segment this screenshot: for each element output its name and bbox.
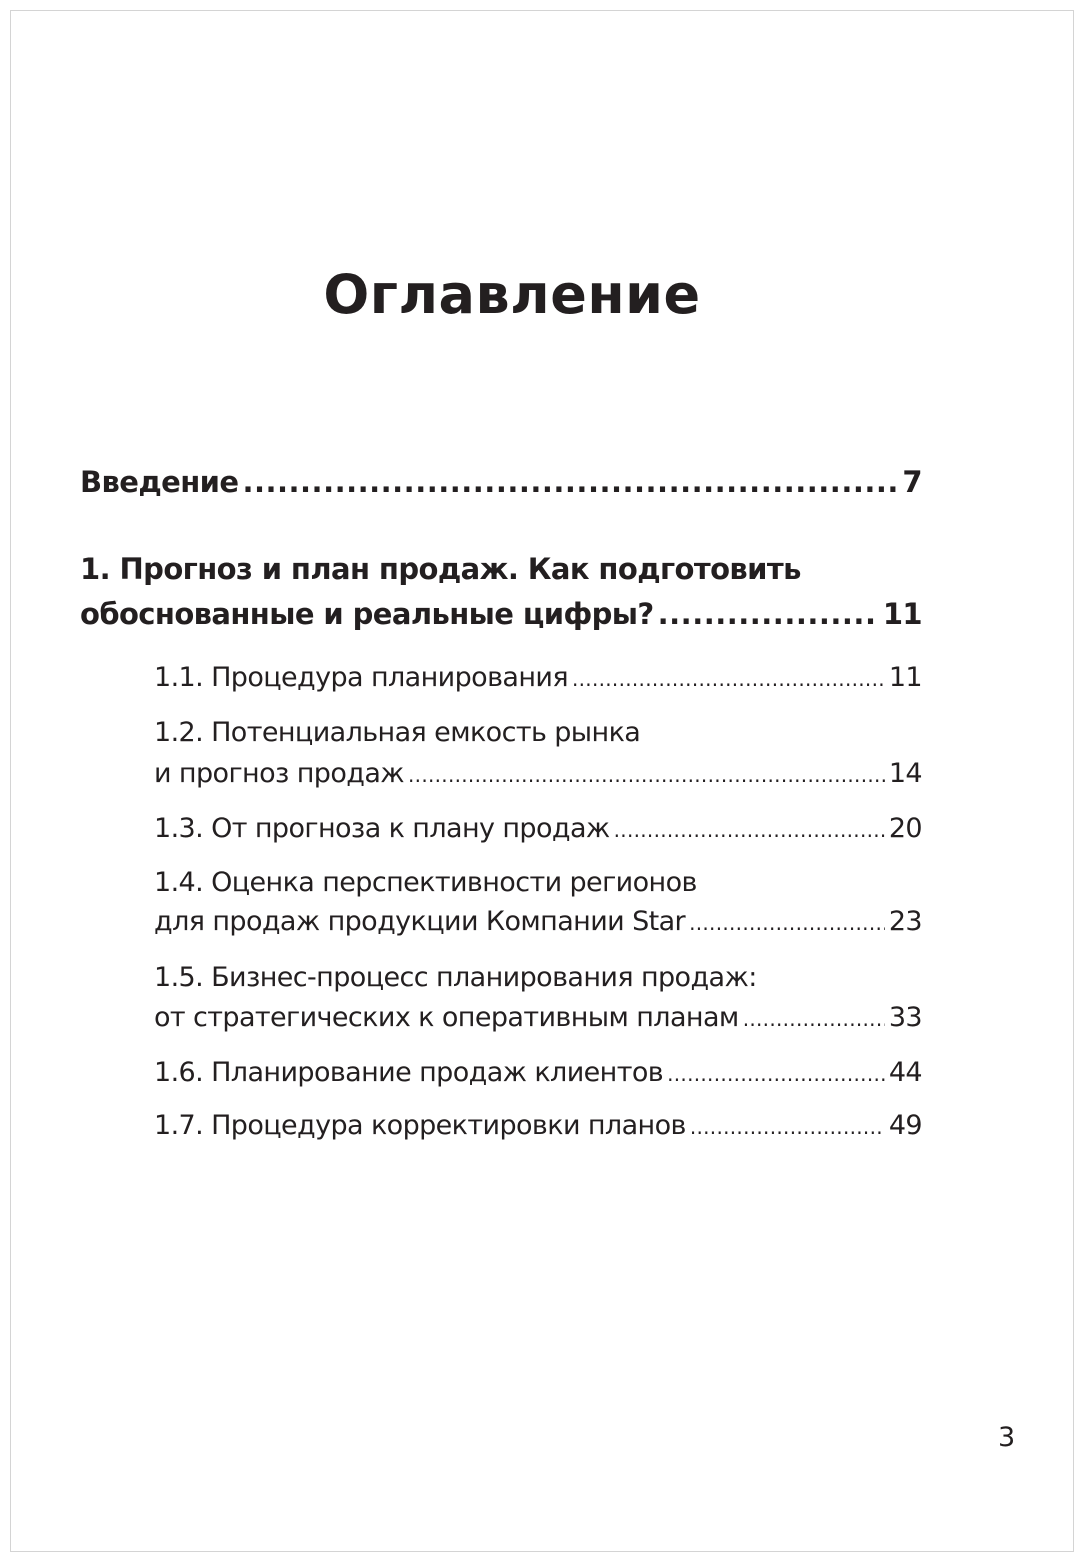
toc-page-number: 20	[888, 813, 922, 844]
dot-leader	[242, 462, 898, 502]
toc-entry-1-2[interactable]	[154, 754, 922, 795]
toc-page-number: 11	[882, 597, 922, 631]
dot-leader	[572, 658, 885, 699]
toc-entry-1-5-line1[interactable]: 1.5. Бизнес-процесс планирования продаж:	[154, 962, 757, 993]
toc-page-number: 11	[888, 662, 922, 693]
toc-entry-1-5[interactable]	[154, 998, 922, 1039]
page-title: Оглавление	[323, 263, 701, 326]
toc-page-number: 7	[902, 465, 922, 499]
dot-leader	[408, 754, 885, 795]
toc-page-number: 33	[888, 1002, 922, 1033]
toc-entry-1-4[interactable]	[154, 902, 922, 943]
toc-entry-intro[interactable]	[80, 462, 922, 502]
toc-chapter-title-line1[interactable]: 1. Прогноз и план продаж. Как подготовить	[80, 552, 801, 586]
toc-page-number: 49	[888, 1110, 922, 1141]
dot-leader	[614, 809, 885, 850]
dot-leader	[690, 1106, 885, 1147]
toc-entry-text: 1.6. Планирование продаж клиентов	[154, 1057, 664, 1088]
toc-entry-text: для продаж продукции Компании Star	[154, 906, 686, 937]
toc-entry-text: Введение	[80, 465, 239, 499]
toc-entry-text: 1.1. Процедура планирования	[154, 662, 568, 693]
dot-leader	[658, 594, 879, 634]
toc-entry-text: обоснованные и реальные цифры?	[80, 597, 654, 631]
toc-entry-1-2-line1[interactable]: 1.2. Потенциальная емкость рынка	[154, 717, 641, 748]
toc-page-number: 23	[888, 906, 922, 937]
toc-entry-chapter1[interactable]	[80, 594, 922, 634]
toc-entry-text: и прогноз продаж	[154, 758, 404, 789]
toc-entry-text: от стратегических к оперативным планам	[154, 1002, 739, 1033]
toc-entry-1-3[interactable]	[154, 809, 922, 850]
toc-entry-1-7[interactable]	[154, 1106, 922, 1147]
toc-entry-1-1[interactable]	[154, 658, 922, 699]
toc-entry-text: 1.7. Процедура корректировки планов	[154, 1110, 686, 1141]
dot-leader	[667, 1053, 885, 1094]
dot-leader	[743, 998, 885, 1039]
toc-page-number: 44	[888, 1057, 922, 1088]
toc-entry-1-6[interactable]	[154, 1053, 922, 1094]
toc-entry-text: 1.3. От прогноза к плану продаж	[154, 813, 610, 844]
dot-leader	[689, 902, 885, 943]
toc-entry-1-4-line1[interactable]: 1.4. Оценка перспективности регионов	[154, 867, 697, 898]
page-number: 3	[998, 1422, 1016, 1453]
toc-page-number: 14	[888, 758, 922, 789]
